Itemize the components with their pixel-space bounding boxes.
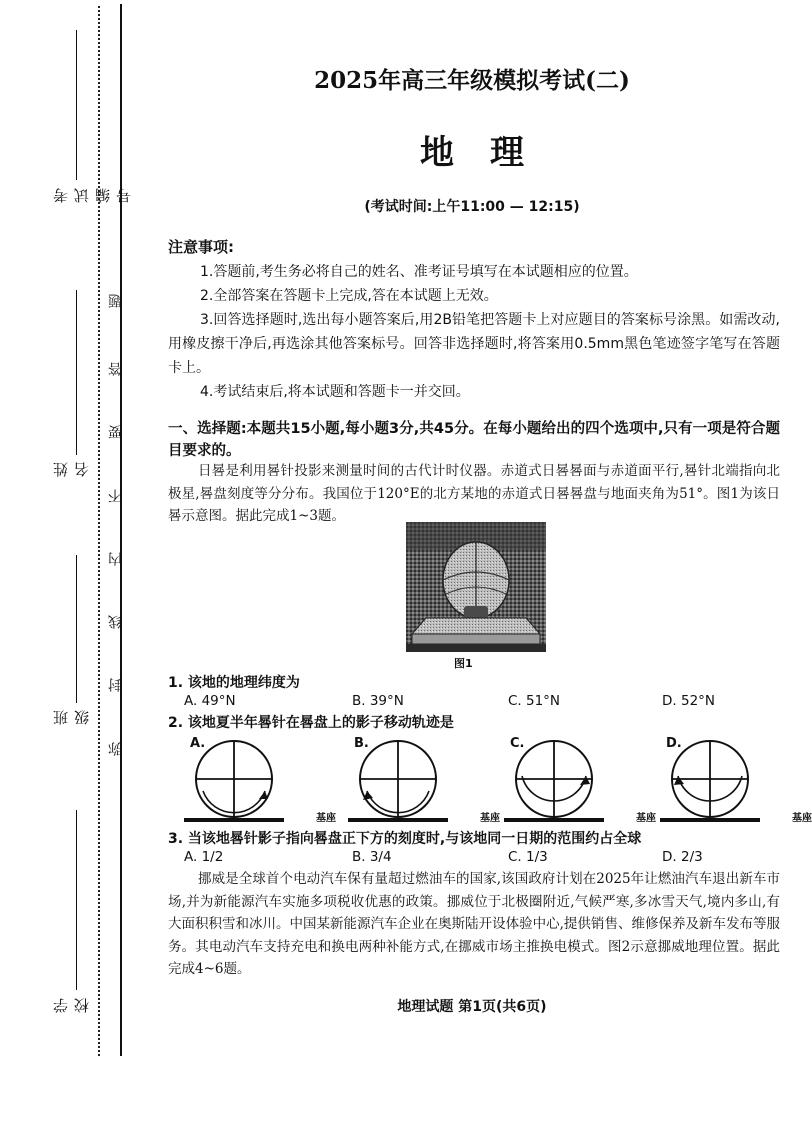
class-label: 班 级 [52,710,91,725]
exam-number-line[interactable] [76,30,77,180]
base-label: 基座 [480,813,500,824]
q3-option-c[interactable]: C. 1/3 [508,849,548,865]
school-label: 学 校 [52,998,91,1013]
note-item: 2.全部答案在答题卡上完成,答在本试题上无效。 [200,288,498,304]
q2-option-c-diagram[interactable] [502,736,656,826]
q3-option-a[interactable]: A. 1/2 [184,849,224,865]
sundial-dial-diagram [346,736,496,826]
binding-solid-line [120,4,122,1056]
q2-option-d-diagram[interactable] [658,736,812,826]
sundial-dial-diagram [658,736,808,826]
note-item: 4.考试结束后,将本试题和答题卡一并交回。 [200,384,470,400]
passage-norway: 挪威是全球首个电动汽车保有量超过燃油车的国家,该国政府计划在2025年让燃油汽车退出新车市场,并为新能源汽车实施多项税收优惠的政策。挪威位于北极圈附近,气候严寒,多冰雪天气,境内多山,有大面积积雪和冰川。中国某新能源汽车企业在奥斯陆开设体验中心,提供销售、维修保养及新车发布等服务。其电动汽车支持充电和换电两种补能方式,在挪威市场主推换电模式。图2示意挪威地理位置。据此完成4~6题。 [168,871,780,977]
section-heading: 一、选择题:本题共15小题,每小题3分,共45分。在每小题给出的四个选项中,只有一项是符合题目要求的。 [168,421,781,459]
note-item: 1.答题前,考生务必将自己的姓名、准考证号填写在本试题相应的位置。 [200,264,638,280]
seal-char: 内 [108,552,124,566]
question-2-stem: 2. 该地夏半年晷针在晷盘上的影子移动轨迹是 [168,715,454,731]
exam-title: 2025年高三年级模拟考试(二) [314,67,630,94]
question-1-stem: 1. 该地的地理纬度为 [168,675,300,691]
q2-option-d-label: D. [666,736,682,751]
seal-char: 弥 [108,742,124,756]
exam-time: (考试时间:上午11:00 — 12:15) [364,199,580,215]
q3-option-d[interactable]: D. 2/3 [662,849,703,865]
q1-option-a[interactable]: A. 49°N [184,693,236,709]
exam-number-label: 考试编号 [52,188,133,203]
base-label: 基座 [636,813,656,824]
seal-char: 封 [108,678,124,692]
q1-option-c[interactable]: C. 51°N [508,693,561,709]
passage-sundial: 日晷是利用晷针投影来测量时间的古代计时仪器。赤道式日晷晷面与赤道面平行,晷针北端指向北极星,晷盘刻度等分分布。我国位于120°E的北方某地的赤道式日晷晷盘与地面夹角为51°。图1为该日晷示意图。据此完成1~3题。 [168,463,780,524]
sundial-dial-diagram [502,736,652,826]
page-footer: 地理试题 第1页(共6页) [397,999,547,1015]
school-line[interactable] [76,810,77,990]
notes-title: 注意事项: [168,238,234,256]
q1-option-d[interactable]: D. 52°N [662,693,716,709]
q3-option-b[interactable]: B. 3/4 [352,849,392,865]
sundial-dial-diagram [182,736,332,826]
seal-char: 线 [108,615,124,629]
seal-char: 题 [108,294,124,308]
seal-char: 不 [108,489,124,503]
figure1-caption: 图1 [454,657,473,670]
q2-option-b-label: B. [354,736,369,751]
question-3-stem: 3. 当该地晷针影子指向晷盘正下方的刻度时,与该地同一日期的范围约占全球 [168,831,642,847]
base-label: 基座 [316,813,336,824]
subject-title: 地理 [420,133,560,173]
binding-dotted-line [98,6,100,1056]
name-line[interactable] [76,290,77,455]
q1-option-b[interactable]: B. 39°N [352,693,404,709]
q2-option-a-label: A. [190,736,206,751]
q2-option-a-diagram[interactable] [182,736,336,826]
base-label: 基座 [792,813,812,824]
note-item: 3.回答选择题时,选出每小题答案后,用2B铅笔把答题卡上对应题目的答案标号涂黑。如需改动,用橡皮擦干净后,再选涂其他答案标号。回答非选择题时,将答案用0.5mm黑色笔迹签字笔写在答题卡上。 [168,312,780,376]
name-label: 姓 名 [52,462,91,477]
q2-option-c-label: C. [510,736,525,751]
sundial-image [406,522,546,652]
class-line[interactable] [76,555,77,703]
seal-char: 要 [108,425,124,439]
sundial-photo [406,522,546,652]
seal-char: 答 [108,362,124,376]
q2-option-b-diagram[interactable] [346,736,500,826]
